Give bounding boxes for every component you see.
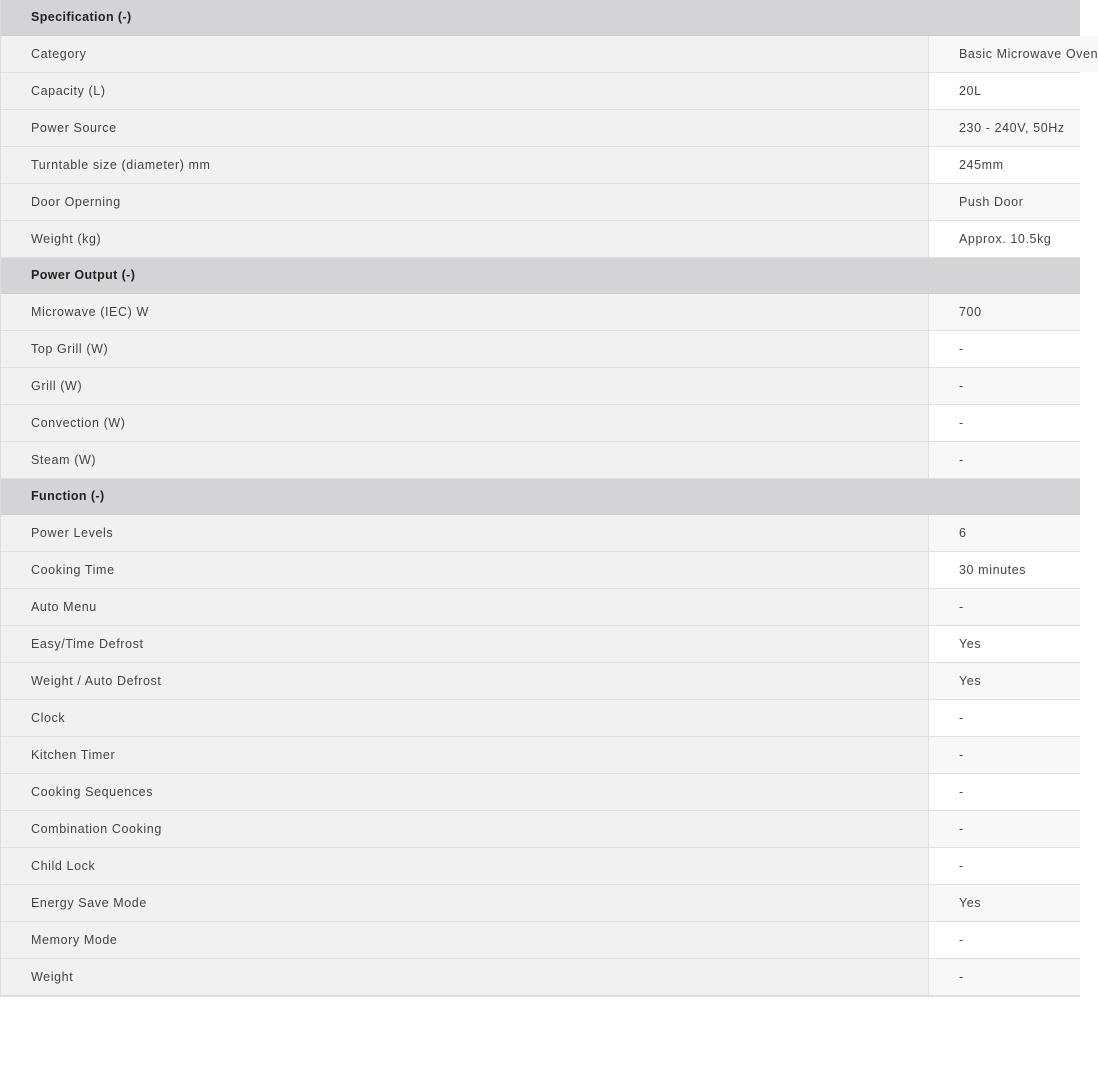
table-row (1, 368, 1080, 405)
table-row (1, 36, 1098, 73)
section-header-specification[interactable]: Specification (-) (1, 0, 1080, 36)
table-row (1, 331, 1080, 368)
row-label: Power Source (1, 110, 929, 146)
row-label: Weight (kg) (1, 221, 929, 257)
row-value: - (929, 589, 1080, 625)
table-row (1, 405, 1080, 442)
row-label: Capacity (L) (1, 73, 929, 109)
row-value: 230 - 240V, 50Hz (929, 110, 1080, 146)
row-label: Easy/Time Defrost (1, 626, 929, 662)
row-label: Category (1, 36, 929, 72)
row-value: 700 (929, 294, 1080, 330)
row-label: Steam (W) (1, 442, 929, 478)
row-label: Turntable size (diameter) mm (1, 147, 929, 183)
row-value: - (929, 442, 1080, 478)
row-label: Memory Mode (1, 922, 929, 958)
row-value: 20L (929, 73, 1080, 109)
row-value: - (929, 774, 1080, 810)
row-label: Child Lock (1, 848, 929, 884)
row-value: - (929, 959, 1080, 995)
row-value: 245mm (929, 147, 1080, 183)
row-value: Yes (929, 885, 1080, 921)
table-row (1, 184, 1080, 221)
table-row (1, 663, 1080, 700)
table-row (1, 515, 1080, 552)
row-value: Basic Microwave Oven (929, 36, 1098, 72)
row-value: Yes (929, 663, 1080, 699)
table-row (1, 737, 1080, 774)
row-value: - (929, 737, 1080, 773)
row-value: - (929, 331, 1080, 367)
table-row (1, 848, 1080, 885)
row-value: - (929, 922, 1080, 958)
row-label: Door Operning (1, 184, 929, 220)
row-label: Power Levels (1, 515, 929, 551)
table-row (1, 552, 1080, 589)
row-value: 6 (929, 515, 1080, 551)
table-row (1, 922, 1080, 959)
table-row (1, 885, 1080, 922)
table-row (1, 442, 1080, 479)
row-label: Cooking Time (1, 552, 929, 588)
row-value: Push Door (929, 184, 1080, 220)
section-header-function[interactable]: Function (-) (1, 479, 1080, 515)
table-row (1, 147, 1080, 184)
table-row (1, 589, 1080, 626)
table-row (1, 774, 1080, 811)
table-row (1, 221, 1080, 258)
table-row (1, 959, 1080, 996)
row-label: Weight (1, 959, 929, 995)
row-value: - (929, 405, 1080, 441)
row-value: - (929, 700, 1080, 736)
row-label: Convection (W) (1, 405, 929, 441)
row-label: Cooking Sequences (1, 774, 929, 810)
row-label: Microwave (IEC) W (1, 294, 929, 330)
section-header-power-output[interactable]: Power Output (-) (1, 258, 1080, 294)
row-label: Grill (W) (1, 368, 929, 404)
table-row (1, 110, 1080, 147)
row-label: Combination Cooking (1, 811, 929, 847)
row-label: Clock (1, 700, 929, 736)
row-value: - (929, 848, 1080, 884)
row-label: Kitchen Timer (1, 737, 929, 773)
row-label: Auto Menu (1, 589, 929, 625)
table-row (1, 73, 1080, 110)
table-row (1, 626, 1080, 663)
row-value: Yes (929, 626, 1080, 662)
row-label: Energy Save Mode (1, 885, 929, 921)
table-row (1, 811, 1080, 848)
row-value: - (929, 368, 1080, 404)
row-value: - (929, 811, 1080, 847)
table-row (1, 294, 1080, 331)
table-row (1, 700, 1080, 737)
row-label: Weight / Auto Defrost (1, 663, 929, 699)
row-value: 30 minutes (929, 552, 1080, 588)
row-label: Top Grill (W) (1, 331, 929, 367)
row-value: Approx. 10.5kg (929, 221, 1080, 257)
